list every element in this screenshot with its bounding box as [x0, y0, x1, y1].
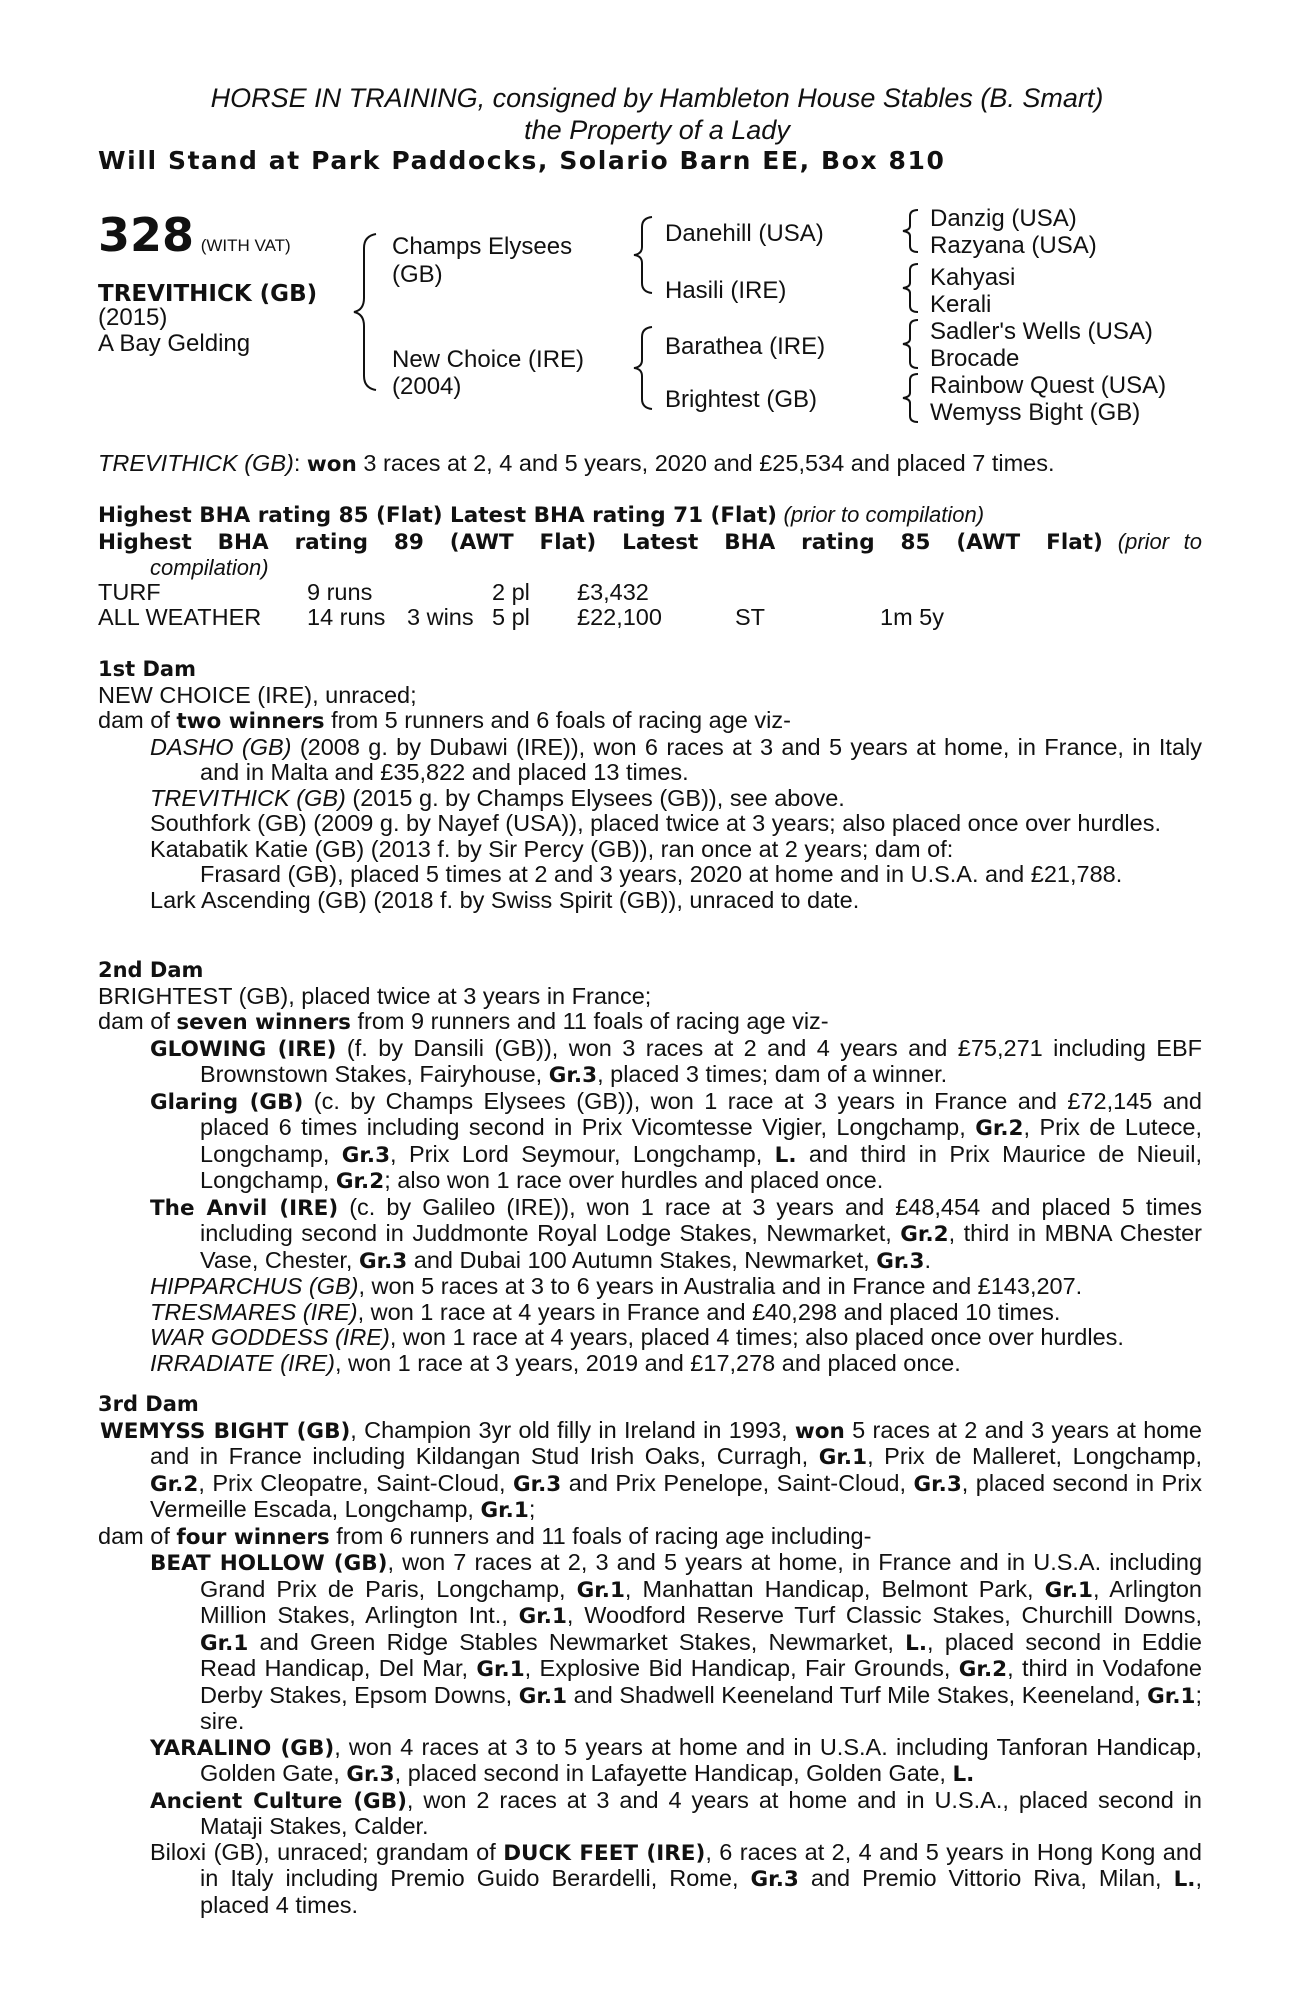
- hipparchus-name: HIPPARCHUS (GB): [150, 1273, 359, 1299]
- gen3-brace-1: [900, 208, 924, 254]
- g3-brocade: Brocade: [930, 345, 1020, 372]
- first-dam-section: [98, 657, 1202, 913]
- consignor-line: HORSE IN TRAINING, consigned by Hambleton House Stables (B. Smart): [210, 83, 1104, 113]
- wemyss-bight-name: WEMYSS BIGHT (GB): [100, 1418, 351, 1444]
- aw-surface: ST: [735, 604, 766, 630]
- third-dam-produce-line: dam of four winners from 6 runners and 11 foals of racing age including-: [98, 1522, 872, 1550]
- flat-rating: Highest BHA rating 85 (Flat) Latest BHA rating 71 (Flat): [98, 503, 778, 528]
- second-dam-produce-line: dam of seven winners from 9 runners and 11 foals of racing age viz-: [98, 1008, 829, 1035]
- sire-name: Champs Elysees: [392, 233, 573, 260]
- vat-note: (WITH VAT): [200, 236, 291, 255]
- g3-razyana: Razyana (USA): [930, 232, 1097, 259]
- first-dam-name: NEW CHOICE (IRE), unraced;: [98, 681, 417, 708]
- summary-text: 3 races at 2, 4 and 5 years, 2020 and £25,534 and placed 7 times.: [356, 450, 1055, 476]
- second-dam-title: 2nd Dam: [98, 958, 204, 982]
- aw-earnings: £22,100: [577, 604, 662, 630]
- sire-sire: Danehill (USA): [665, 220, 824, 247]
- g3-wemyss-bight: Wemyss Bight (GB): [930, 399, 1141, 426]
- duck-feet-name: DUCK FEET (IRE): [503, 1840, 706, 1866]
- produce-biloxi: Biloxi (GB), unraced; grandam of DUCK FEET (IRE), 6 races at 2, 4 and 5 years in Hong Kong and in Italy including Premio Guido Berardelli, Rome, Gr.3 and Premio Vittorio Riva, Milan, L., placed 4 times.: [150, 1838, 1202, 1918]
- first-dam-winners: two winners: [176, 709, 325, 734]
- second-dam-winners: seven winners: [176, 1010, 351, 1035]
- ancient-culture-name: Ancient Culture (GB): [150, 1788, 407, 1814]
- yaralino-name: YARALINO (GB): [150, 1735, 335, 1761]
- produce-ancient-culture: Ancient Culture (GB), won 2 races at 3 and 4 years at home and in U.S.A., placed second in Mataji Stakes, Calder.: [150, 1786, 1202, 1839]
- aw-wins: 3 wins: [407, 604, 474, 630]
- glowing-name: GLOWING (IRE): [150, 1036, 337, 1062]
- gen3-brace-4: [900, 372, 924, 424]
- third-dam-record: WEMYSS BIGHT (GB), Champion 3yr old filly in Ireland in 1993, won 5 races at 2 and 3 years at home and in France including Kildangan Stud Irish Oaks, Curragh, Gr.1, Prix de Malleret, Longchamp, Gr.2, Prix Cleopatre, Saint-Cloud, Gr.3 and Prix Penelope, Saint-Cloud, Gr.3, placed second in Prix Vermeille Escada, Longchamp, Gr.1;: [100, 1416, 1202, 1523]
- aw-runs: 14 runs: [307, 604, 386, 630]
- irradiate-name: IRRADIATE (IRE): [150, 1349, 335, 1376]
- produce-the-anvil: The Anvil (IRE) (c. by Galileo (IRE)), won 1 race at 3 years and £48,454 and placed 5 times including second in Juddmonte Royal Lodge Stakes, Newmarket, Gr.2, third in MBNA Chester Vase, Chester, Gr.3 and Dubai 100 Autumn Stakes, Newmarket, Gr.3.: [150, 1193, 1202, 1274]
- third-dam-winners: four winners: [176, 1524, 330, 1550]
- stabling-line: Will Stand at Park Paddocks, Solario Barn EE, Box 810: [98, 146, 946, 175]
- g3-rainbow-quest: Rainbow Quest (USA): [930, 372, 1167, 399]
- produce-yaralino: YARALINO (GB), won 4 races at 3 to 5 years at home and in U.S.A. including Tanforan Handicap, Golden Gate, Gr.3, placed second in Lafayette Handicap, Golden Gate, L.: [150, 1733, 1202, 1787]
- awt-rating-note-cont: compilation): [150, 555, 269, 580]
- sire-dam-brace: [352, 232, 386, 392]
- produce-trevithick: TREVITHICK (GB) (2015 g. by Champs Elysees (GB)), see above.: [150, 784, 845, 811]
- first-dam-title: 1st Dam: [98, 657, 196, 681]
- glaring-name: Glaring (GB): [150, 1089, 304, 1115]
- gen3-brace-3: [900, 318, 924, 370]
- sire-parents-brace: [630, 215, 660, 295]
- tresmares-name: TRESMARES (IRE): [150, 1298, 358, 1325]
- trevithick-name: TREVITHICK (GB): [150, 784, 346, 811]
- turf-earnings: £3,432: [577, 579, 649, 605]
- g3-danzig: Danzig (USA): [930, 205, 1077, 232]
- produce-tresmares: TRESMARES (IRE), won 1 race at 4 years in France and £40,298 and placed 10 times.: [150, 1298, 1061, 1325]
- summary-won: won: [306, 452, 357, 477]
- produce-dasho: DASHO (GB) (2008 g. by Dubawi (IRE)), won 6 races at 3 and 5 years at home, in France, in Italy and in Malta and £35,822 and placed 13 times.: [150, 733, 1202, 785]
- dam-sire: Barathea (IRE): [665, 333, 826, 360]
- produce-glowing: GLOWING (IRE) (f. by Dansili (GB)), won 3 races at 2 and 4 years and £75,271 including EBF Brownstown Stakes, Fairyhouse, Gr.3, placed 3 times; dam of a winner.: [150, 1034, 1203, 1088]
- produce-katabatik-katie: Katabatik Katie (GB) (2013 f. by Sir Percy (GB)), ran once at 2 years; dam of:: [150, 835, 954, 862]
- g3-sadlers-wells: Sadler's Wells (USA): [930, 318, 1153, 345]
- produce-beat-hollow: BEAT HOLLOW (GB), won 7 races at 2, 3 and 5 years at home, in France and in U.S.A. including Grand Prix de Paris, Longchamp, Gr.1, Manhattan Handicap, Belmont Park, Gr.1, Arlington Million Stakes, Arlington Int., Gr.1, Woodford Reserve Turf Classic Stakes, Churchill Downs, Gr.1 and Green Ridge Stables Newmarket Stakes, Newmarket, L., placed second in Eddie Read Handicap, Del Mar, Gr.1, Explosive Bid Handicap, Fair Grounds, Gr.2, third in Vodafone Derby Stakes, Epsom Downs, Gr.1 and Shadwell Keeneland Turf Mile Stakes, Keeneland, Gr.1; sire.: [150, 1549, 1203, 1734]
- beat-hollow-name: BEAT HOLLOW (GB): [150, 1551, 388, 1576]
- second-dam-section: [98, 958, 1202, 1376]
- sire-dam: Hasili (IRE): [665, 277, 787, 304]
- produce-frasard: Frasard (GB), placed 5 times at 2 and 3 years, 2020 at home and in U.S.A. and £21,788.: [200, 861, 1123, 887]
- property-line: the Property of a Lady: [524, 115, 790, 145]
- aw-label: ALL WEATHER: [98, 604, 262, 630]
- race-summary: TREVITHICK (GB): won 3 races at 2, 4 and 5 years, 2020 and £25,534 and placed 7 times.: [98, 450, 1055, 477]
- dam-year: (2004): [392, 373, 462, 400]
- produce-lark-ascending: Lark Ascending (GB) (2018 f. by Swiss Spirit (GB)), unraced to date.: [150, 886, 860, 913]
- first-dam-produce-line: dam of two winners from 5 runners and 6 foals of racing age viz-: [98, 707, 791, 734]
- flat-rating-note: (prior to compilation): [783, 502, 985, 527]
- lot-number: 328: [98, 208, 195, 262]
- the-anvil-name: The Anvil (IRE): [150, 1195, 339, 1221]
- turf-runs: 9 runs: [307, 579, 373, 605]
- turf-label: TURF: [98, 579, 161, 605]
- produce-war-goddess: WAR GODDESS (IRE), won 1 race at 4 years, placed 4 times; also placed once over hurdles.: [150, 1324, 1124, 1350]
- dasho-name: DASHO (GB): [150, 733, 292, 760]
- aw-placed: 5 pl: [492, 604, 530, 630]
- produce-southfork: Southfork (GB) (2009 g. by Nayef (USA)), placed twice at 3 years; also placed once over hurdles.: [150, 810, 1161, 836]
- summary-horse: TREVITHICK (GB): [98, 450, 294, 476]
- foaling-year: (2015): [98, 304, 168, 331]
- lot-number-block: [98, 210, 291, 260]
- turf-placed: 2 pl: [492, 579, 530, 605]
- produce-hipparchus: HIPPARCHUS (GB), won 5 races at 3 to 6 years in Australia and in France and £143,207.: [150, 1273, 1083, 1299]
- dam-parents-brace: [630, 325, 660, 411]
- war-goddess-name: WAR GODDESS (IRE): [150, 1324, 390, 1350]
- horse-name: TREVITHICK (GB): [98, 281, 318, 307]
- third-dam-title: 3rd Dam: [98, 1392, 199, 1416]
- horse-description: A Bay Gelding: [98, 330, 251, 357]
- awt-rating: Highest BHA rating 89 (AWT Flat) Latest BHA rating 85 (AWT Flat): [98, 529, 1103, 555]
- produce-glaring: Glaring (GB) (c. by Champs Elysees (GB)), won 1 race at 3 years in France and £72,145 and placed 6 times including second in Prix Vicomtesse Vigier, Longchamp, Gr.2, Prix de Lutece, Longchamp, Gr.3, Prix Lord Seymour, Longchamp, L. and third in Prix Maurice de Nieuil, Longchamp, Gr.2; also won 1 race over hurdles and placed once.: [150, 1087, 1202, 1194]
- g3-kerali: Kerali: [930, 291, 992, 318]
- second-dam-name: BRIGHTEST (GB), placed twice at 3 years in France;: [98, 982, 652, 1009]
- gen3-brace-2: [900, 262, 924, 314]
- aw-distance: 1m 5y: [880, 604, 944, 630]
- ratings: [98, 502, 1202, 581]
- third-dam-section: [98, 1392, 1202, 1918]
- dam-dam: Brightest (GB): [665, 386, 818, 413]
- sire-origin: (GB): [392, 261, 443, 288]
- produce-irradiate: IRRADIATE (IRE), won 1 race at 3 years, 2019 and £17,278 and placed once.: [150, 1349, 961, 1376]
- awt-rating-note: (prior to: [1117, 528, 1203, 554]
- g3-kahyasi: Kahyasi: [930, 264, 1016, 291]
- dam-name: New Choice (IRE): [392, 346, 585, 373]
